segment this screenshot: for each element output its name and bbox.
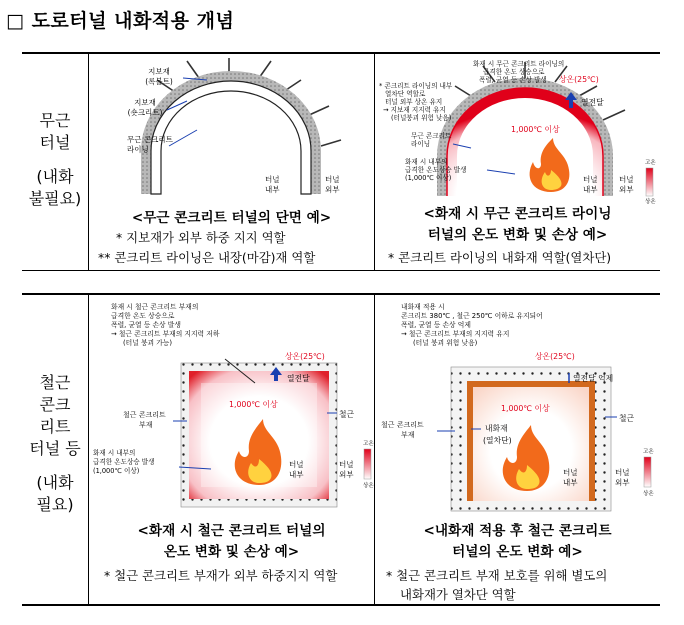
figure-label: 철근	[619, 414, 635, 423]
row-sub-line: (내화	[36, 167, 74, 186]
figure-label: 화재 시 철근 콘크리트 부재의	[111, 303, 199, 311]
figure-caption: <무근 콘크리트 터널의 단면 예>	[131, 210, 332, 226]
figure-label: 고온	[645, 160, 656, 166]
figure-label: 터널	[289, 460, 304, 469]
figure-label: 고온	[363, 441, 374, 447]
row-header-line: 리트	[39, 417, 71, 436]
figure-label: 폭렬, 균열 등 손상 억제	[401, 321, 471, 329]
figure-label: → 철근 콘크리트 부재의 지지력 저하	[111, 330, 220, 338]
figure-label: (1,000℃ 이상)	[93, 467, 140, 475]
figure-label: 외부	[339, 470, 354, 479]
figure-label: 철근	[339, 410, 355, 419]
page-title: □ 도로터널 내화적용 개념	[6, 10, 235, 32]
figure-caption	[375, 521, 660, 563]
figure-caption	[89, 521, 374, 563]
figure-label: 열전달	[581, 98, 604, 107]
figure-label: 내화재 적용 시	[401, 303, 445, 311]
figure-note: * 지보재가 외부 하중 지지 역할	[116, 230, 286, 245]
figure-label: 내부	[289, 470, 304, 479]
figure-label: 부재	[139, 421, 153, 429]
figure-label: 상온	[363, 483, 374, 489]
figure-label: (터널붕괴 위험 낮음)	[391, 114, 452, 122]
lining-label: 무근 콘크리트	[127, 135, 173, 144]
rc-tunnel-fire-figure	[89, 297, 374, 515]
figure-label: (열차단)	[483, 436, 512, 445]
figure-label: 급격한 온도 상승으로	[483, 68, 545, 76]
row-header-line: 터널 등	[29, 439, 81, 458]
caption-line: 터널의 온도 변화 예>	[452, 544, 583, 560]
figure-label: 터널	[583, 175, 598, 184]
figure-label: 급격한 온도상승 발생	[405, 166, 467, 174]
figure-label: 철근 콘크리트	[381, 421, 424, 429]
figure-caption	[375, 204, 660, 246]
row-header-line: 터널	[39, 133, 71, 152]
figure-label: → 철근 콘크리트 부재의 지지력 유지	[401, 330, 510, 338]
figure-label: 철근 콘크리트	[123, 411, 166, 419]
figure-label: 상온(25℃)	[535, 352, 575, 361]
figure-label: 라이닝	[411, 140, 431, 148]
figure-label: 화재 시 내부의	[93, 449, 136, 457]
row-header-line: 콘크	[39, 395, 71, 414]
row-sub-line: 불필요)	[28, 189, 82, 208]
figure-label: 터널 외부 상온 유지	[385, 98, 443, 106]
figure-label: 상온(25℃)	[285, 352, 325, 361]
figure-label: 외부	[619, 185, 634, 194]
figure-label: 1,000℃ 이상	[501, 404, 550, 413]
row-divider-2	[22, 293, 660, 295]
caption-line: <화재 시 철근 콘크리트 터널의	[137, 523, 326, 539]
figure-label: 1,000℃ 이상	[511, 125, 560, 134]
row-header-plain	[22, 110, 88, 210]
figure-label: → 지보재 지지력 유지	[383, 106, 446, 114]
support-label: (숏크리트)	[127, 108, 163, 117]
figure-label: 외부	[615, 478, 630, 487]
inner-label: 내부	[265, 185, 280, 194]
caption-line: 터널의 온도 변화 및 손상 예>	[427, 227, 608, 243]
figure-label: 상온	[643, 491, 654, 497]
plain-tunnel-fire-figure	[375, 56, 660, 206]
figure-label: 화재 시 내부의	[405, 158, 448, 166]
figure-label: 내부	[563, 478, 578, 487]
figure-label: 고온	[643, 449, 654, 455]
caption-line: <내화재 적용 후 철근 콘크리트	[423, 523, 612, 539]
figure-label: 열전달 억제	[573, 374, 614, 383]
figure-label: 폭렬, 균열 등 손상 발생	[479, 76, 547, 84]
row-header-line: 철근	[39, 373, 71, 392]
row-header-line: 무근	[39, 111, 71, 130]
table-bottom-border	[22, 604, 660, 606]
figure-label: 상온(25℃)	[559, 75, 599, 84]
rc-tunnel-fireproof-figure	[375, 297, 660, 515]
figure-label: 1,000℃ 이상	[229, 400, 278, 409]
caption-line: <화재 시 무근 콘크리트 라이닝	[423, 206, 612, 222]
figure-label: 내부	[583, 185, 598, 194]
row-divider	[22, 270, 660, 271]
inner-label: 터널	[265, 175, 280, 184]
figure-label: 무근 콘크리트	[411, 132, 452, 140]
figure-label: 터널	[563, 468, 578, 477]
figure-label: 상온	[645, 199, 656, 205]
figure-label: 폭렬, 균열 등 손상 발생	[111, 321, 181, 329]
figure-label: 급격한 온도상승 발생	[93, 458, 155, 466]
support-label: 지보재	[148, 67, 170, 76]
figure-label: 급격한 온도 상승으로	[111, 312, 175, 320]
row-header-rc	[22, 372, 88, 516]
support-label: 지보재	[134, 98, 156, 107]
figure-label: 터널	[339, 460, 354, 469]
figure-label: 내화재	[485, 424, 508, 433]
figure-note: * 콘크리트 라이닝의 내화재 역할(열차단)	[388, 250, 612, 265]
outer-label: 외부	[325, 185, 340, 194]
row-sub-line: 필요)	[36, 495, 74, 514]
figure-label: 열차단 역할로	[385, 90, 426, 98]
figure-label: * 콘크리트 라이닝의 내부	[379, 82, 453, 90]
outer-label: 터널	[325, 175, 340, 184]
figure-label: (터널 붕괴 위험 낮음)	[413, 339, 478, 347]
figure-note: ** 콘크리트 라이닝은 내장(마감)재 역할	[98, 250, 316, 265]
figure-label: (1,000℃ 이상)	[405, 174, 452, 182]
table-top-border	[22, 52, 660, 54]
figure-label: 열전달	[287, 374, 310, 383]
figure-label: 터널	[615, 468, 630, 477]
figure-note: * 철근 콘크리트 부재 보호를 위해 별도의	[386, 568, 608, 583]
figure-note: * 철근 콘크리트 부재가 외부 하중지지 역할	[104, 568, 338, 583]
figure-label: 부재	[401, 431, 415, 439]
plain-tunnel-section-figure	[89, 56, 374, 206]
figure-label: 화재 시 무근 콘크리트 라이닝의	[473, 60, 565, 68]
figure-label: 콘크리트 380℃ , 철근 250℃ 이하로 유지되어	[401, 312, 543, 320]
support-label: (록볼트)	[145, 77, 173, 86]
caption-line: 온도 변화 및 손상 예>	[163, 544, 300, 560]
figure-note: 내화재가 열차단 역할	[400, 587, 516, 602]
row-sub-line: (내화	[36, 473, 74, 492]
figure-label: 터널	[619, 175, 634, 184]
lining-label: 라이닝	[127, 145, 149, 154]
figure-label: (터널 붕괴 가능)	[123, 339, 173, 347]
temperature-scale	[646, 168, 653, 196]
